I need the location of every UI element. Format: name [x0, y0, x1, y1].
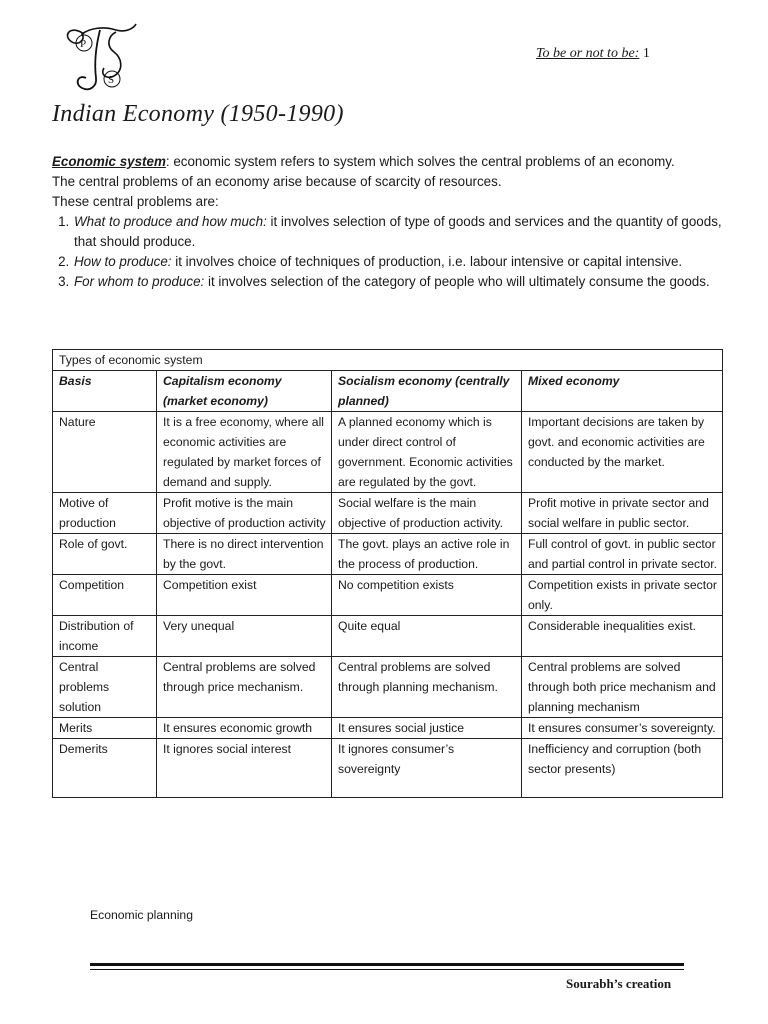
table-cell: Full control of govt. in public sector and partial control in private sector. — [522, 534, 723, 575]
table-row — [53, 657, 723, 718]
table-cell: Nature — [53, 412, 157, 493]
list-item-lead: What to produce and how much: — [74, 214, 267, 229]
table-cell: It ignores social interest — [157, 739, 332, 798]
table-cell: Competition exists in private sector only. — [522, 575, 723, 616]
table-cell: It ensures consumer’s sovereignty. — [522, 718, 723, 739]
table-row — [53, 616, 723, 657]
header-motto — [536, 46, 650, 62]
table-cell: Central problems solution — [53, 657, 157, 718]
table-cell: It ensures social justice — [332, 718, 522, 739]
table-caption-row — [53, 350, 723, 371]
ps-monogram-logo — [60, 22, 140, 94]
table-cell: It ensures economic growth — [157, 718, 332, 739]
economic-planning-heading: Economic planning — [90, 908, 193, 922]
table-cell: Very unequal — [157, 616, 332, 657]
list-item-text: it involves choice of techniques of production, i.e. labour intensive or capital intensive. — [171, 254, 683, 269]
table-row — [53, 534, 723, 575]
table-cell: Competition exist — [157, 575, 332, 616]
problems-intro: These central problems are: — [52, 194, 219, 209]
header-cell: Capitalism economy (market economy) — [157, 371, 332, 412]
list-item — [73, 212, 722, 252]
term-economic-system: Economic system — [52, 154, 166, 169]
list-item-lead: How to produce: — [74, 254, 172, 269]
table-cell: Social welfare is the main objective of production activity. — [332, 493, 522, 534]
table-header-row — [53, 371, 723, 412]
table-cell: A planned economy which is under direct control of government. Economic activities are regulated by the govt. — [332, 412, 522, 493]
footer-rule-thick — [90, 963, 684, 966]
list-item-lead: For whom to produce: — [74, 274, 205, 289]
table-row — [53, 718, 723, 739]
table-cell: Distribution of income — [53, 616, 157, 657]
table-cell: No competition exists — [332, 575, 522, 616]
page-number: 1 — [642, 46, 650, 61]
list-item — [73, 252, 722, 272]
table-cell: Profit motive is the main objective of production activity — [157, 493, 332, 534]
table-cell: Considerable inequalities exist. — [522, 616, 723, 657]
definition-paragraph — [52, 152, 722, 172]
scarcity-sentence: The central problems of an economy arise because of scarcity of resources. — [52, 174, 502, 189]
table-cell: Central problems are solved through planning mechanism. — [332, 657, 522, 718]
footer-rule-thin — [90, 969, 684, 970]
definition-text: : economic system refers to system which solves the central problems of an economy. — [165, 154, 675, 169]
table-cell: It is a free economy, where all economic activities are regulated by market forces of demand and supply. — [157, 412, 332, 493]
table-caption: Types of economic system — [53, 350, 723, 371]
table-cell: Role of govt. — [53, 534, 157, 575]
central-problems-list — [52, 212, 722, 292]
economic-systems-table — [52, 349, 723, 798]
table-cell: There is no direct intervention by the govt. — [157, 534, 332, 575]
logo-letter-p: P — [80, 38, 87, 50]
table-row — [53, 739, 723, 798]
intro-section — [52, 152, 722, 292]
table-cell: Demerits — [53, 739, 157, 798]
page-title: Indian Economy (1950-1990) — [52, 101, 344, 127]
list-item-text: it involves selection of type of goods and services and the quantity of goods, that should produce. — [74, 214, 722, 249]
table-cell: Inefficiency and corruption (both sector presents) — [522, 739, 723, 798]
table-cell: It ignores consumer’s sovereignty — [332, 739, 522, 798]
table-cell: Profit motive in private sector and social welfare in public sector. — [522, 493, 723, 534]
header-cell: Socialism economy (centrally planned) — [332, 371, 522, 412]
table-cell: Motive of production — [53, 493, 157, 534]
footer-credit: Sourabh’s creation — [566, 976, 672, 991]
table-cell: Central problems are solved through both price mechanism and planning mechanism — [522, 657, 723, 718]
table-cell: The govt. plays an active role in the process of production. — [332, 534, 522, 575]
table-cell: Central problems are solved through price mechanism. — [157, 657, 332, 718]
table-row — [53, 412, 723, 493]
header-cell: Basis — [53, 371, 157, 412]
motto-text: To be or not to be: — [536, 46, 640, 61]
table-cell: Quite equal — [332, 616, 522, 657]
table-row — [53, 493, 723, 534]
list-item-text: it involves selection of the category of people who will ultimately consume the goods. — [204, 274, 710, 289]
header-cell: Mixed economy — [522, 371, 723, 412]
table-row — [53, 575, 723, 616]
logo-letter-s: S — [108, 74, 115, 86]
table-cell: Competition — [53, 575, 157, 616]
table-cell: Merits — [53, 718, 157, 739]
list-item — [73, 272, 722, 292]
table-cell: Important decisions are taken by govt. and economic activities are conducted by the market. — [522, 412, 723, 493]
